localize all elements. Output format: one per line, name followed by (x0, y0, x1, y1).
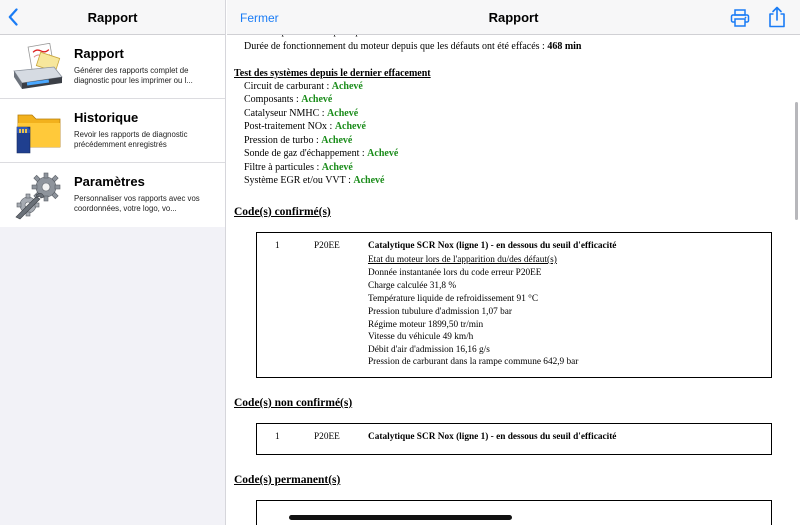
report-viewer (227, 0, 800, 525)
freeze-frame-title: Etat du moteur lors de l'apparition du/des défaut(s) (368, 255, 557, 265)
freeze-frame-line: Charge calculée 31,8 % (368, 281, 457, 291)
system-row: Filtre à particules : Achevé (244, 162, 353, 173)
report-menu (0, 35, 225, 227)
printer-report-icon (10, 43, 68, 93)
freeze-frame-line: Débit d'air d'admission 16,16 g/s (368, 345, 490, 355)
code-description: Catalytique SCR Nox (ligne 1) - en dessous du seuil d'efficacité (368, 432, 617, 442)
folder-sd-card-icon (10, 107, 68, 157)
system-row: Pression de turbo : Achevé (244, 135, 353, 146)
code-number: 1 (275, 241, 280, 251)
sidebar-title: Rapport (87, 10, 138, 25)
code-id: P20EE (314, 241, 340, 251)
freeze-frame-line: Pression tubulure d'admission 1,07 bar (368, 307, 512, 317)
home-indicator[interactable] (289, 515, 512, 520)
viewer-title: Rapport (488, 10, 539, 25)
printer-icon[interactable] (730, 9, 750, 27)
unconfirmed-codes-heading: Code(s) non confirmé(s) (234, 397, 353, 409)
code-id: P20EE (314, 432, 340, 442)
menu-item-rapport[interactable] (0, 35, 225, 99)
unconfirmed-code-box (256, 423, 772, 455)
system-row: Composants : Achevé (244, 94, 333, 105)
report-document[interactable] (227, 0, 800, 525)
system-row: Système EGR et/ou VVT : Achevé (244, 175, 385, 186)
menu-item-parametres[interactable] (0, 163, 225, 227)
code-number: 1 (275, 432, 280, 442)
menu-item-title: Paramètres (74, 174, 145, 189)
viewer-nav-bar (227, 0, 800, 35)
system-row: Catalyseur NMHC : Achevé (244, 108, 359, 119)
systems-test-heading: Test des systèmes depuis le dernier effacement (234, 68, 431, 79)
menu-item-title: Rapport (74, 46, 124, 61)
menu-item-historique[interactable] (0, 99, 225, 163)
sidebar-nav-bar (0, 0, 225, 35)
menu-item-description: Personnaliser vos rapports avec vos coordonnées, votre logo, vo... (74, 194, 200, 213)
code-description: Catalytique SCR Nox (ligne 1) - en dessous du seuil d'efficacité (368, 241, 617, 251)
gears-icon (10, 171, 68, 221)
confirmed-codes-heading: Code(s) confirmé(s) (234, 206, 331, 218)
freeze-frame-line: Donnée instantanée lors du code erreur P20EE (368, 268, 542, 278)
confirmed-code-box (256, 232, 772, 378)
freeze-frame-line: Température liquide de refroidissement 91 °C (368, 294, 539, 304)
freeze-frame-line: Pression de carburant dans la rampe commune 642,9 bar (368, 357, 579, 367)
menu-item-description: Revoir les rapports de diagnostic précédemment enregistrés (74, 130, 188, 149)
menu-item-description: Générer des rapports complet de diagnostic pour les imprimer ou l... (74, 66, 193, 85)
freeze-frame-line: Vitesse du véhicule 49 km/h (368, 332, 474, 342)
close-button[interactable]: Fermer (240, 11, 279, 25)
permanent-code-box (256, 500, 772, 525)
permanent-codes-heading: Code(s) permanent(s) (234, 474, 341, 486)
sidebar (0, 0, 226, 525)
system-row: Circuit de carburant : Achevé (244, 81, 363, 92)
freeze-frame-line: Régime moteur 1899,50 tr/min (368, 320, 484, 330)
system-row: Sonde de gaz d'échappement : Achevé (244, 148, 399, 159)
system-row: Post-traitement NOx : Achevé (244, 121, 366, 132)
scrollbar[interactable] (795, 102, 798, 220)
menu-item-title: Historique (74, 110, 139, 125)
share-icon[interactable] (768, 6, 786, 28)
engine-runtime-line: Durée de fonctionnement du moteur depuis que les défauts ont été effacés : 468 min (244, 41, 582, 52)
